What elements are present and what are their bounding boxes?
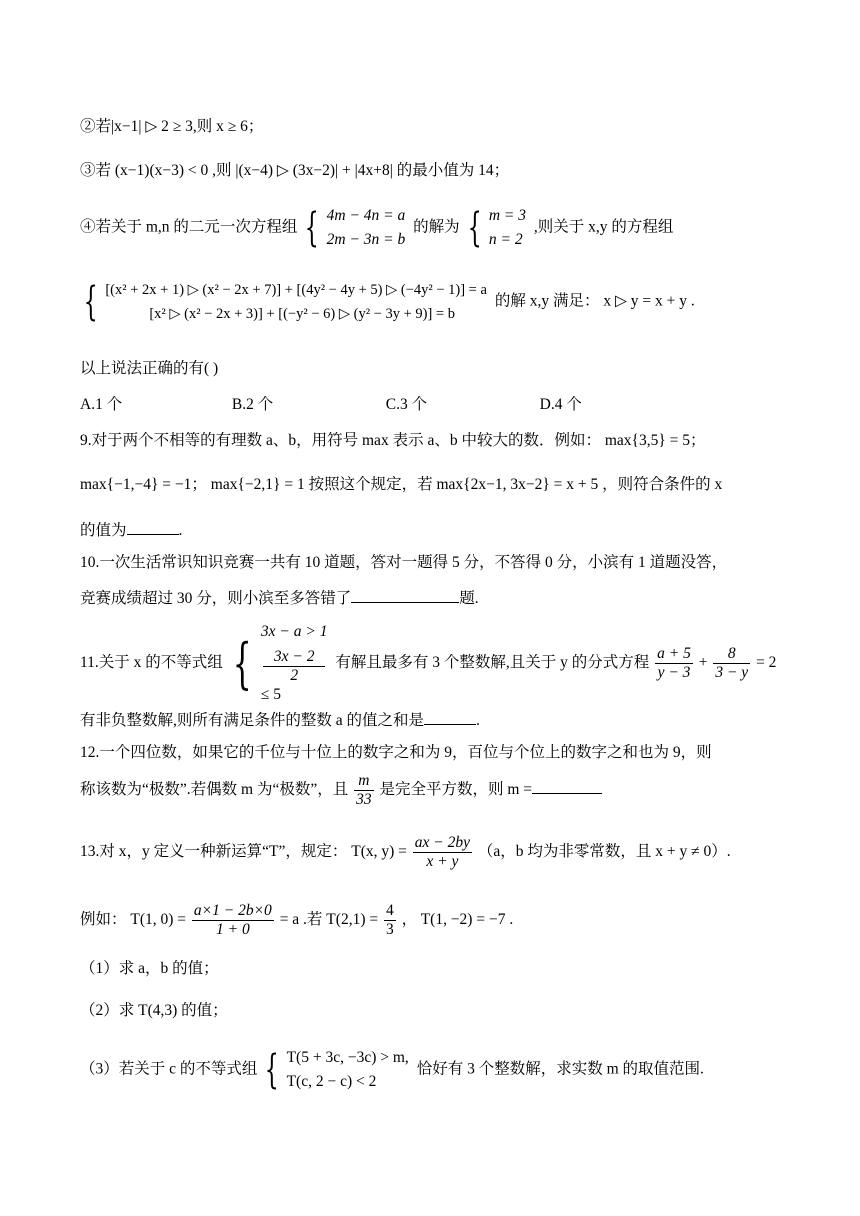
- statement-3-expression: |(x−4) ▷ (3x−2)| + |4x+8|: [235, 162, 393, 179]
- left-brace: {: [83, 279, 98, 325]
- example-middle: = a .若 T(2,1) =: [279, 911, 379, 929]
- statement-4-tail: ,则关于 x,y 的方程组: [533, 218, 674, 236]
- fraction-denominator: x + y: [426, 853, 459, 870]
- solution-m: m = 3: [488, 207, 527, 224]
- fraction-numerator: 8: [713, 645, 750, 664]
- question-12-text-b: 是完全平方数，则 m =: [379, 781, 533, 799]
- question-9-line-2: max{−1,−4} = −1； max{−2,1} = 1 按照这个规定，若 max{2x−1, 3x−2} = x + 5 ，则符合条件的 x: [80, 476, 723, 493]
- inequality-2: [261, 648, 328, 705]
- part-3-inequality-1: T(5 + 3c, −3c) > m,: [286, 1049, 409, 1066]
- fraction-numerator: a×1 − 2b×0: [193, 902, 272, 919]
- left-brace: {: [264, 1047, 279, 1093]
- fraction-denominator: 3: [385, 921, 394, 938]
- question-13-part-2: （2）求 T(4,3) 的值；: [80, 1002, 228, 1019]
- fraction-equation-term-1: [655, 645, 693, 682]
- fraction-denominator: 3 − y: [715, 664, 749, 681]
- statement-3: [80, 160, 509, 182]
- fraction-equation-term-2: [713, 645, 750, 682]
- option-b: B.2 个: [231, 396, 274, 413]
- question-12-text-a: 称该数为“极数”.若偶数 m 为“极数”，且: [80, 781, 349, 799]
- question-11-line-1: [80, 622, 776, 705]
- statement-4: [80, 204, 673, 252]
- statement-3-conclusion: 的最小值为 14；: [396, 162, 510, 179]
- question-11-lead: 11.关于 x 的不等式组: [80, 654, 223, 672]
- part-3-inequality-system: [287, 1046, 409, 1094]
- question-9-answer-label: 的值为: [80, 522, 127, 539]
- fraction-numerator: 3x − 2: [263, 648, 326, 667]
- question-13-lead: 13.对 x，y 定义一种新运算“T”，规定： T(x, y) =: [80, 843, 407, 861]
- question-11-middle: 有解且最多有 3 个整数解,且关于 y 的分式方程: [335, 654, 650, 672]
- part-3-lead: （3）若关于 c 的不等式组: [80, 1060, 258, 1078]
- fraction-numerator: a + 5: [657, 645, 691, 662]
- question-11-end: .: [476, 712, 480, 729]
- fraction-numerator: m: [354, 772, 374, 791]
- statement-3-condition: ③若 (x−1)(x−3) < 0 ,则: [80, 162, 232, 179]
- question-13-example: [80, 902, 513, 939]
- equation-2: 2m − 3n = b: [326, 231, 406, 248]
- question-8-prompt: 以上说法正确的有( ): [80, 360, 219, 377]
- left-brace: {: [467, 205, 482, 251]
- left-brace: {: [232, 631, 252, 695]
- answer-blank: [127, 518, 179, 535]
- option-a: A.1 个: [80, 396, 123, 413]
- equation-system-mn: [327, 204, 406, 252]
- example-value-fraction: [384, 902, 396, 939]
- example-tail: ， T(1, −2) = −7 .: [401, 911, 514, 929]
- question-8-options: [80, 394, 582, 416]
- question-10-end: 题.: [459, 590, 479, 607]
- left-brace: {: [305, 205, 320, 251]
- question-11-text: 有非负整数解,则所有满足条件的整数 a 的值之和是: [80, 712, 425, 729]
- fraction-denominator: 1 + 0: [216, 921, 250, 938]
- question-10-line-2: [80, 586, 479, 610]
- question-10-line-1: 10.一次生活常识知识竞赛一共有 10 道题，答对一题得 5 分，不答得 0 分，小滨有 1 道题没答，: [80, 554, 728, 571]
- example-lead: 例如： T(1, 0) =: [80, 911, 187, 929]
- inequality-1: 3x − a > 1: [260, 623, 328, 640]
- statement-4-lead: ④若关于 m,n 的二元一次方程组: [80, 218, 298, 236]
- system-equation-1: [(x² + 2x + 1) ▷ (x² − 2x + 7)] + [(4y² − 4y + 5) ▷ (−4y² − 1)] = a: [105, 282, 487, 298]
- fraction-denominator: 33: [356, 791, 372, 808]
- question-13-condition: （a，b 均为非零常数，且 x + y ≠ 0）.: [477, 843, 731, 861]
- inequality-system: [261, 622, 328, 705]
- solution-n: n = 2: [488, 231, 523, 248]
- question-10-text: 竞赛成绩超过 30 分，则小滨至多答错了: [80, 590, 352, 607]
- question-11-line-2: [80, 708, 480, 732]
- example-fraction: [192, 902, 274, 939]
- question-12-line-2: [80, 772, 602, 809]
- statement-4-system-xy: [80, 278, 695, 326]
- statement-2: ②若|x−1| ▷ 2 ≥ 3,则 x ≥ 6；: [80, 118, 264, 135]
- question-12-line-1: 12.一个四位数，如果它的千位与十位上的数字之和为 9，百位与个位上的数字之和也为 9，则: [80, 744, 712, 761]
- question-9-line-3: [80, 518, 182, 542]
- statement-4-solution-label: 的解为: [413, 218, 460, 236]
- part-3-inequality-2: T(c, 2 − c) < 2: [286, 1073, 377, 1090]
- fraction-numerator: ax − 2by: [414, 834, 470, 851]
- operation-definition-fraction: [413, 834, 472, 871]
- fraction-numerator: 4: [385, 902, 394, 919]
- answer-blank: [532, 777, 602, 794]
- part-3-tail: 恰好有 3 个整数解，求实数 m 的取值范围.: [416, 1060, 704, 1078]
- equation-1: 4m − 4n = a: [326, 207, 406, 224]
- answer-blank: [351, 586, 459, 603]
- question-9-end: .: [178, 522, 183, 539]
- inequality-2-fraction: [263, 648, 326, 685]
- plus-sign: +: [698, 654, 708, 672]
- solution-system: [489, 204, 526, 252]
- question-13-part-3: [80, 1046, 704, 1094]
- question-13-part-1: （1）求 a，b 的值；: [80, 960, 219, 977]
- question-13-line-1: [80, 834, 731, 871]
- option-c: C.3 个: [385, 396, 428, 413]
- option-d: D.4 个: [539, 396, 582, 413]
- statement-4-condition: 的解 x,y 满足： x ▷ y = x + y .: [494, 292, 695, 310]
- fraction-denominator: y − 3: [657, 664, 691, 681]
- inequality-2-rest: ≤ 5: [260, 686, 282, 703]
- equation-system-xy: [105, 278, 487, 326]
- fraction-denominator: 2: [290, 667, 299, 684]
- equation-rhs: = 2: [756, 654, 777, 672]
- question-12-fraction: [354, 772, 374, 809]
- answer-blank: [424, 708, 476, 725]
- question-9-line-1: 9.对于两个不相等的有理数 a、b，用符号 max 表示 a、b 中较大的数．例如： max{3,5} = 5；: [80, 432, 706, 449]
- system-equation-2: [x² ▷ (x² − 2x + 3)] + [(−y² − 6) ▷ (y² − 3y + 9)] = b: [149, 306, 455, 322]
